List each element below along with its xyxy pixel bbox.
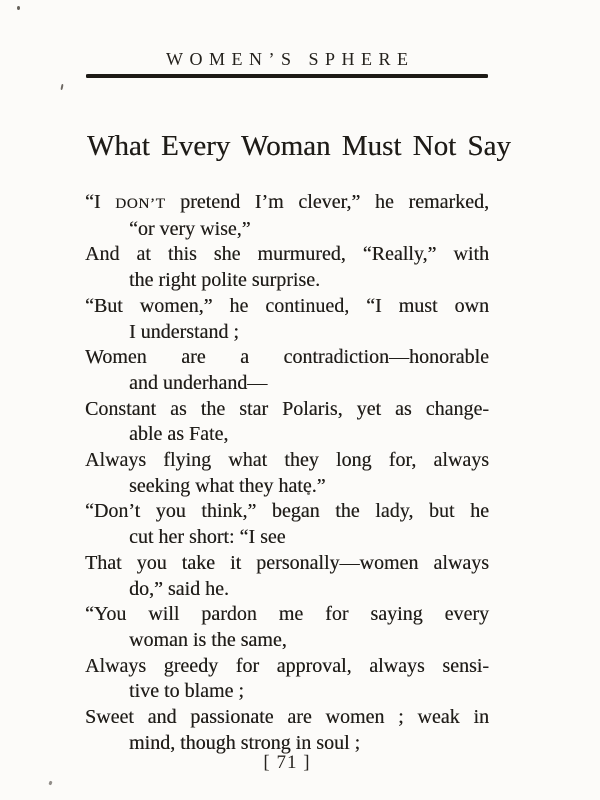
poem-line: That you take it personally—women always — [85, 551, 489, 574]
poem-line: “or very wise,” — [129, 217, 251, 240]
poem-line: the right polite surprise. — [129, 269, 321, 292]
poem-line: do,” said he. — [129, 577, 229, 600]
poem-line: “I DON’T pretend I’m clever,” he remarked, — [85, 191, 489, 213]
poem-line: seeking what they hate.” — [129, 474, 326, 497]
poem-line: I understand ; — [129, 320, 239, 343]
smallcaps-text: DON’T — [115, 195, 166, 212]
scan-speck — [17, 6, 20, 10]
poem-line: and underhand— — [129, 371, 268, 394]
poem-line: mind, though strong in soul ; — [129, 731, 361, 754]
poem-line: Constant as the star Polaris, yet as change- — [85, 397, 489, 420]
poem-line: cut her short: “I see — [129, 526, 286, 549]
poem-line: “You will pardon me for saying every — [85, 603, 489, 626]
running-header: WOMEN’S SPHERE — [165, 49, 415, 69]
poem-line: Women are a contradiction—honorable — [85, 346, 489, 369]
poem-line: And at this she murmured, “Really,” with — [85, 243, 489, 266]
poem-line: Always flying what they long for, always — [85, 449, 489, 472]
page-number: [ 71 ] — [263, 752, 311, 773]
scan-speck — [60, 84, 63, 90]
header-rule — [86, 74, 488, 78]
poem-line: tive to blame ; — [129, 680, 244, 703]
poem-title: What Every Woman Must Not Say — [87, 130, 511, 162]
poem-line: able as Fate, — [129, 423, 229, 446]
poem-line: Always greedy for approval, always sensi- — [85, 654, 489, 677]
poem-line: Sweet and passionate are women ; weak in — [85, 706, 489, 729]
poem-line: “But women,” he continued, “I must own — [85, 294, 489, 317]
poem-line: “Don’t you think,” began the lady, but he — [85, 500, 489, 523]
poem-lines — [85, 190, 489, 756]
scan-speck — [48, 781, 52, 786]
poem-line: woman is the same, — [129, 628, 287, 651]
